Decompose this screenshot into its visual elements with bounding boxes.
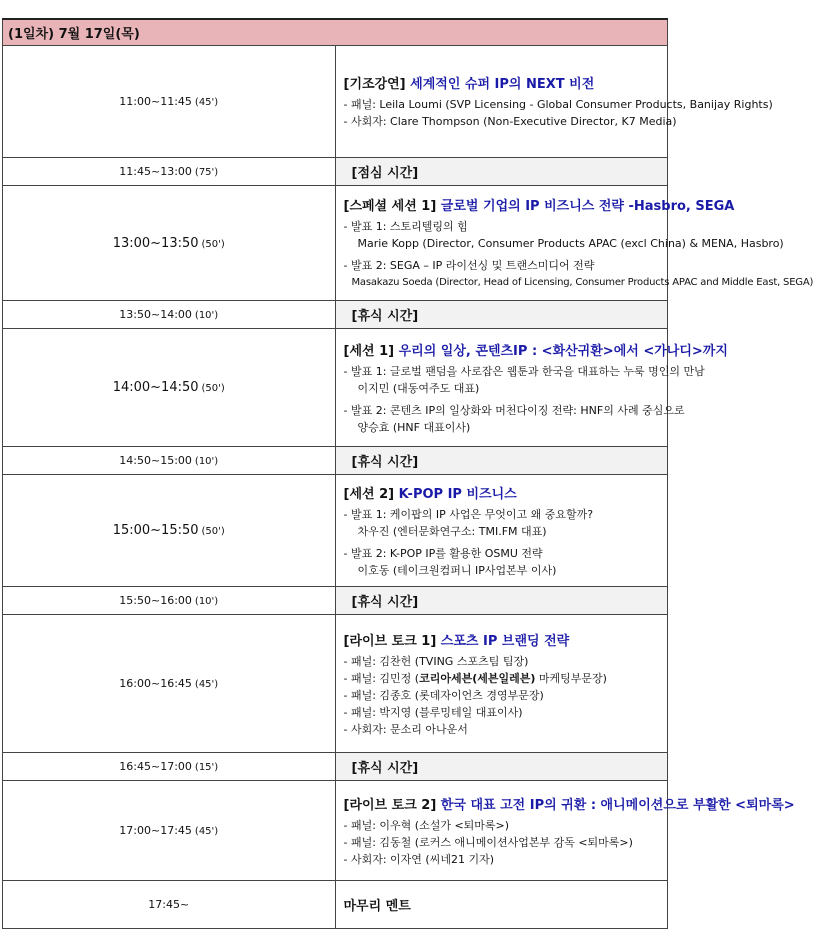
moderator-line: - 사회자: 문소리 아나운서 — [343, 722, 468, 736]
closing-row — [3, 881, 668, 929]
moderator-line: - 사회자: Clare Thompson (Non-Executive Director, K7 Media) — [343, 115, 677, 128]
session-label: [기조강연] — [343, 77, 406, 92]
session-label: [세션 1] — [343, 343, 395, 359]
session-content — [335, 186, 813, 301]
time-range: 11:00~11:45 — [119, 95, 192, 108]
session-topic: 스포츠 IP 브랜딩 전략 — [436, 633, 570, 649]
presentation-2: - 발표 2: SEGA – IP 라이선싱 및 트랜스미디어 전략 — [343, 259, 595, 272]
presenter-1: 차우진 (엔터문화연구소: TMI.FM 대표) — [357, 524, 547, 538]
time-range: 15:00~15:50 — [112, 523, 199, 538]
session-title — [343, 340, 728, 359]
break-content — [335, 587, 668, 615]
session-topic: K-POP IP 비즈니스 — [394, 486, 517, 502]
session-topic: 세계적인 슈퍼 IP의 NEXT 비전 — [405, 77, 595, 92]
panel-line: - 패널: 박지영 (블루밍테일 대표이사) — [343, 705, 523, 719]
schedule-table — [2, 18, 813, 929]
break-title: [휴식 시간] — [351, 309, 419, 324]
time-range: 13:50~14:00 — [119, 308, 192, 321]
session-title — [344, 630, 662, 649]
time-cell — [3, 753, 336, 781]
session-row-1 — [3, 329, 668, 447]
session-topic: 한국 대표 고전 IP의 귀환 : 애니메이션으로 부활한 <퇴마록> — [436, 797, 795, 813]
panel-line: - 패널: 이우혁 (소설가 <퇴마록>) — [343, 818, 510, 832]
break-title: [휴식 시간] — [351, 595, 419, 610]
time-range: 15:50~16:00 — [119, 594, 192, 607]
time-cell — [3, 475, 336, 587]
duration: (15') — [194, 762, 219, 773]
duration: (10') — [194, 596, 219, 607]
presenter-2: Masakazu Soeda (Director, Head of Licensing, Consumer Products APAC and Middle East, SEGA) — [351, 277, 813, 288]
break-content — [335, 158, 668, 186]
presentation-2: - 발표 2: K-POP IP를 활용한 OSMU 전략 — [343, 546, 543, 560]
break-title: [휴식 시간] — [351, 455, 419, 470]
time-cell — [3, 46, 336, 158]
closing-content — [335, 881, 668, 929]
presenter-1: Marie Kopp (Director, Consumer Products APAC (excl China) & MENA, Hasbro) — [357, 237, 784, 250]
time-cell — [3, 329, 336, 447]
panel-line: - 패널: 김동철 (로커스 애니메이션사업본부 감독 <퇴마록>) — [343, 835, 633, 849]
day-header: (1일차) 7월 17일(목) — [3, 19, 668, 46]
session-title — [344, 73, 662, 92]
duration: (50') — [201, 526, 225, 537]
break-row — [3, 447, 668, 475]
panel-line: - 패널: 김종호 (롯데자이언츠 경영부문장) — [343, 688, 544, 702]
time-range: 14:50~15:00 — [119, 454, 192, 467]
session-label: [세션 2] — [343, 486, 395, 502]
break-title: [휴식 시간] — [351, 761, 419, 776]
break-content — [335, 301, 668, 329]
time-cell — [3, 587, 336, 615]
session-label: [라이브 토크 1] — [343, 633, 437, 649]
duration: (50') — [201, 238, 225, 250]
time-cell — [3, 447, 336, 475]
time-cell — [3, 186, 336, 301]
duration: (10') — [194, 456, 219, 467]
panel-line: - 패널: Leila Loumi (SVP Licensing - Global Consumer Products, Banijay Rights) — [343, 98, 773, 111]
session-row-live-talk-2 — [3, 781, 668, 881]
session-label: [라이브 토크 2] — [343, 797, 437, 813]
time-cell — [3, 158, 336, 186]
closing-title: 마무리 멘트 — [343, 899, 411, 914]
time-range: 17:00~17:45 — [119, 824, 192, 837]
break-row — [3, 587, 668, 615]
presenter-2: 양승효 (HNF 대표이사) — [357, 420, 471, 434]
break-content — [335, 447, 668, 475]
duration: (75') — [194, 167, 219, 178]
panel-line: - 패널: 김찬헌 (TVING 스포츠팀 팀장) — [343, 654, 529, 668]
session-row-keynote — [3, 46, 668, 158]
time-range: 16:45~17:00 — [119, 760, 192, 773]
session-topic: 글로벌 기업의 IP 비즈니스 전략 -Hasbro, SEGA — [436, 199, 735, 214]
session-row-special-1 — [3, 186, 668, 301]
time-range: 14:00~14:50 — [112, 380, 199, 395]
time-range: 16:00~16:45 — [119, 677, 192, 690]
break-content — [335, 753, 668, 781]
panel-line — [344, 670, 662, 687]
panel-prefix: - 패널: 김민정 ( — [343, 671, 420, 685]
session-topic: 우리의 일상, 콘텐츠IP : <화산귀환>에서 <가나디>까지 — [394, 343, 728, 359]
time-cell — [3, 781, 336, 881]
session-row-live-talk-1 — [3, 615, 668, 753]
session-content — [335, 475, 668, 587]
presentation-1: - 발표 1: 글로벌 팬덤을 사로잡은 웹툰과 한국을 대표하는 누룩 명인의 만남 — [343, 364, 705, 378]
time-cell — [3, 615, 336, 753]
break-row — [3, 753, 668, 781]
time-range: 11:45~13:00 — [119, 165, 192, 178]
session-content — [335, 329, 728, 447]
day-header-row — [3, 19, 668, 46]
break-row — [3, 301, 668, 329]
break-title: [점심 시간] — [351, 166, 419, 181]
presenter-1: 이지민 (대동여주도 대표) — [357, 381, 480, 395]
session-content — [335, 46, 773, 158]
presentation-2: - 발표 2: 콘텐츠 IP의 일상화와 머천다이징 전략: HNF의 사례 중심으로 — [343, 403, 685, 417]
session-label: [스페셜 세션 1] — [343, 199, 437, 214]
duration: (45') — [194, 97, 219, 108]
panel-company: 코리아세븐(세븐일레븐) — [419, 671, 536, 685]
time-cell — [3, 301, 336, 329]
moderator-line: - 사회자: 이자연 (씨네21 기자) — [343, 852, 495, 866]
duration: (50') — [201, 383, 225, 394]
session-row-2 — [3, 475, 668, 587]
time-range: 17:45~ — [148, 898, 190, 911]
duration: (45') — [194, 679, 219, 690]
session-content — [335, 781, 795, 881]
duration: (10') — [194, 310, 219, 321]
break-row-lunch — [3, 158, 668, 186]
time-cell — [3, 881, 336, 929]
presenter-2: 이호동 (테이크원컴퍼니 IP사업본부 이사) — [357, 563, 557, 577]
duration: (45') — [194, 826, 219, 837]
session-content — [335, 615, 668, 753]
panel-suffix: 마케팅부문장) — [535, 671, 607, 685]
session-title — [343, 794, 795, 813]
presentation-1: - 발표 1: 케이팝의 IP 사업은 무엇이고 왜 중요할까? — [343, 507, 594, 521]
presentation-1: - 발표 1: 스토리텔링의 힘 — [343, 220, 468, 233]
session-title — [343, 195, 735, 214]
session-title — [344, 483, 662, 502]
time-range: 13:00~13:50 — [112, 235, 199, 251]
